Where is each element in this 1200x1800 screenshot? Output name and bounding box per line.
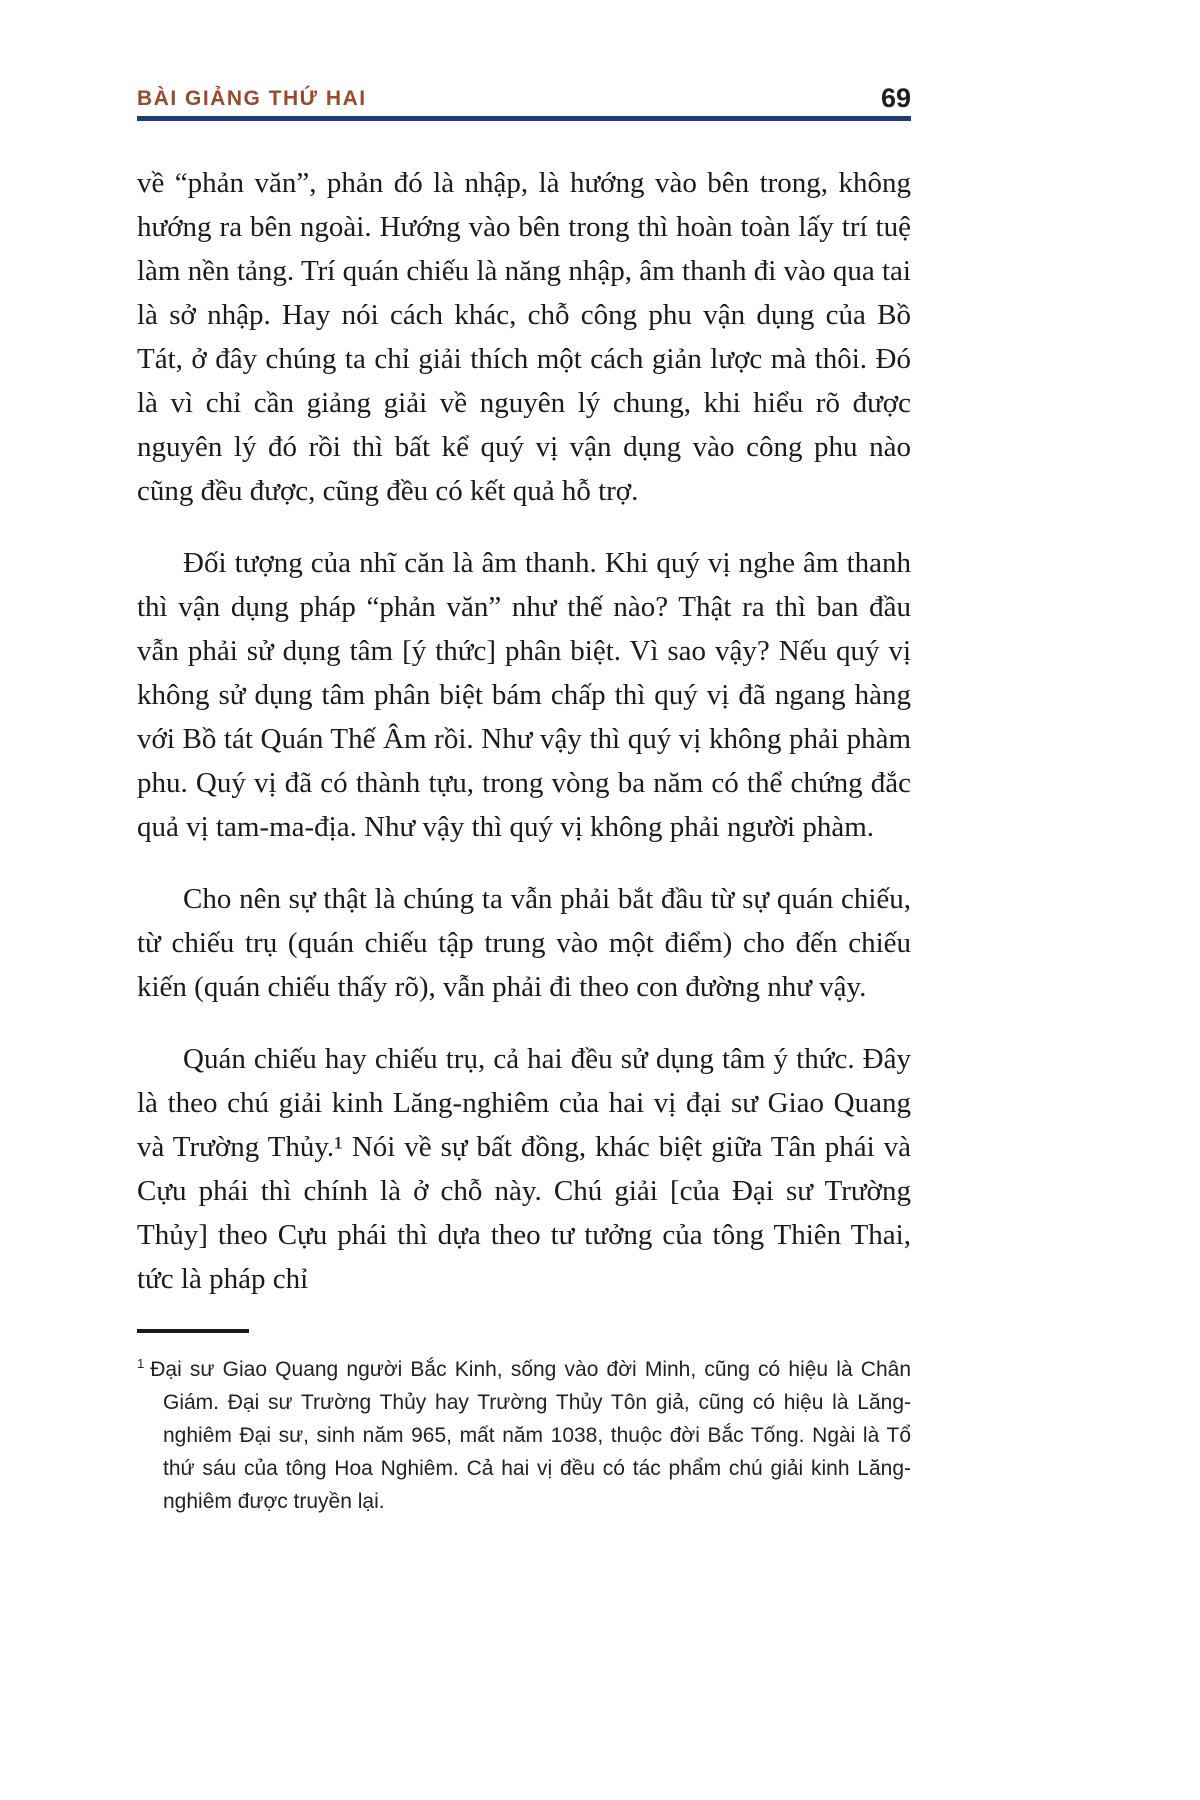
body-text: [137, 161, 911, 1301]
header-rule: [137, 116, 911, 121]
running-header: [137, 85, 911, 116]
footnote-separator-rule: [137, 1329, 249, 1333]
header-title: BÀI GIẢNG THỨ HAI: [137, 87, 367, 110]
footnote-marker: 1: [137, 1356, 145, 1371]
footnote-text: Đại sư Giao Quang người Bắc Kinh, sống vào đời Minh, cũng có hiệu là Chân Giám. Đại sư Trường Thủy hay Trường Thủy Tôn giả, cũng có hiệu là Lăng-nghiêm Đại sư, sinh năm 965, mất năm 1038, thuộc đời Bắc Tống. Ngài là Tổ thứ sáu của tông Hoa Nghiêm. Cả hai vị đều có tác phẩm chú giải kinh Lăng-nghiêm được truyền lại.: [150, 1358, 911, 1513]
page-content: [137, 85, 911, 1518]
page-number: 69: [880, 83, 911, 113]
footnote: [137, 1347, 911, 1518]
paragraph-1: về “phản văn”, phản đó là nhập, là hướng vào bên trong, không hướng ra bên ngoài. Hướng vào bên trong thì hoàn toàn lấy trí tuệ làm nền tảng. Trí quán chiếu là năng nhập, âm thanh đi vào qua tai là sở nhập. Hay nói cách khác, chỗ công phu vận dụng của Bồ Tát, ở đây chúng ta chỉ giải thích một cách giản lược mà thôi. Đó là vì chỉ cần giảng giải về nguyên lý chung, khi hiểu rõ được nguyên lý đó rồi thì bất kể quý vị vận dụng vào công phu nào cũng đều được, cũng đều có kết quả hỗ trợ.: [137, 167, 911, 507]
paragraph-3: Cho nên sự thật là chúng ta vẫn phải bắt đầu từ sự quán chiếu, từ chiếu trụ (quán chiếu tập trung vào một điểm) cho đến chiếu kiến (quán chiếu thấy rõ), vẫn phải đi theo con đường như vậy.: [137, 883, 911, 1003]
paragraph-2: Đối tượng của nhĩ căn là âm thanh. Khi quý vị nghe âm thanh thì vận dụng pháp “phản văn” như thế nào? Thật ra thì ban đầu vẫn phải sử dụng tâm [ý thức] phân biệt. Vì sao vậy? Nếu quý vị không sử dụng tâm phân biệt bám chấp thì quý vị đã ngang hàng với Bồ tát Quán Thế Âm rồi. Như vậy thì quý vị không phải phàm phu. Quý vị đã có thành tựu, trong vòng ba năm có thể chứng đắc quả vị tam-ma-địa. Như vậy thì quý vị không phải người phàm.: [137, 547, 911, 843]
paragraph-4: Quán chiếu hay chiếu trụ, cả hai đều sử dụng tâm ý thức. Đây là theo chú giải kinh Lăng-nghiêm của hai vị đại sư Giao Quang và Trường Thủy.¹ Nói về sự bất đồng, khác biệt giữa Tân phái và Cựu phái thì chính là ở chỗ này. Chú giải [của Đại sư Trường Thủy] theo Cựu phái thì dựa theo tư tưởng của tông Thiên Thai, tức là pháp chỉ: [137, 1043, 911, 1295]
